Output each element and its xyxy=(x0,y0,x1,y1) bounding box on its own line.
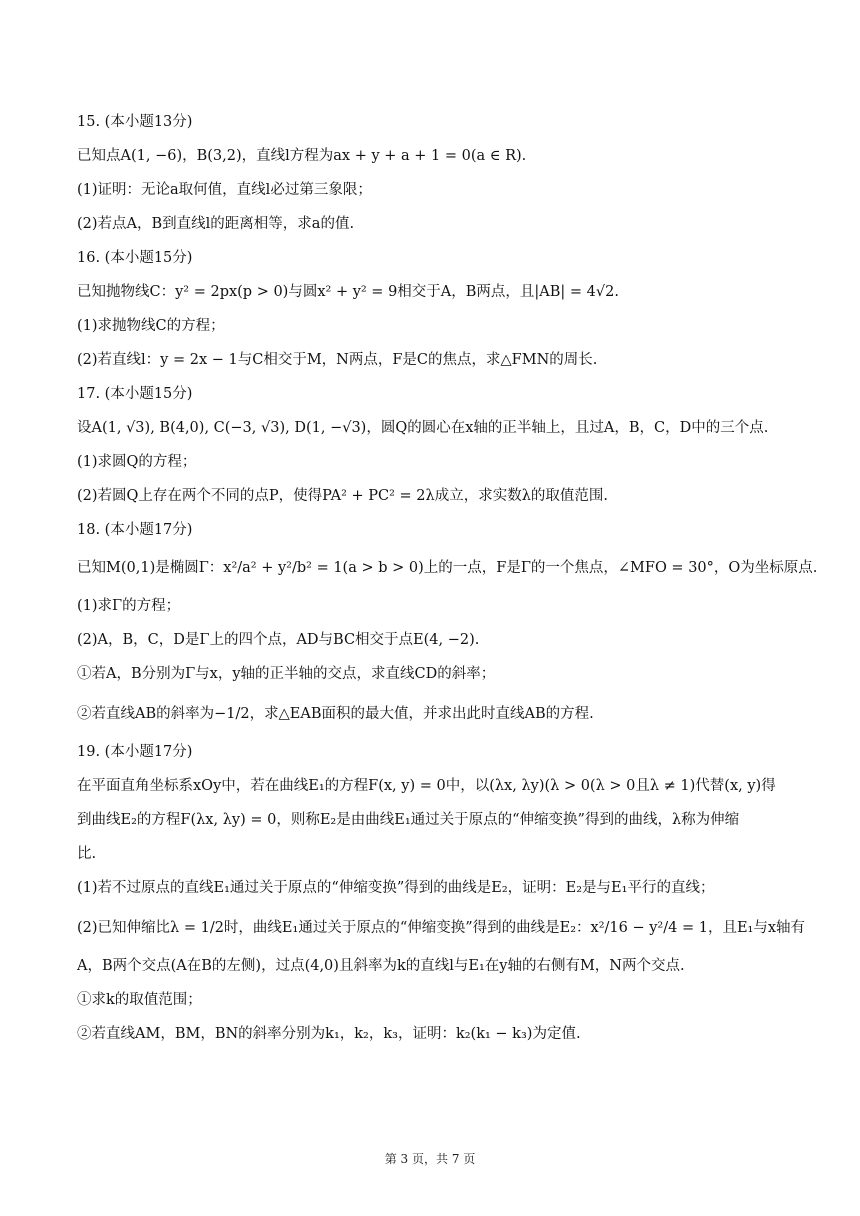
problem-16-header: 16. (本小题15分) xyxy=(77,250,193,266)
problem-16-part-2: (2)若直线l：y = 2x − 1与C相交于M，N两点，F是C的焦点，求△FMN的周长. xyxy=(77,352,598,368)
problem-19-stem-line-2: 到曲线E₂的方程F(λx, λy) = 0，则称E₂是由曲线E₁通过关于原点的“伸缩变换”得到的曲线，λ称为伸缩 xyxy=(77,812,740,828)
problem-18-part-2a: ①若A，B分别为Γ与x，y轴的正半轴的交点，求直线CD的斜率； xyxy=(77,666,496,682)
problem-16-part-1: (1)求抛物线C的方程； xyxy=(77,318,225,334)
problem-19-part-2-line-1: (2)已知伸缩比λ = 1/2时，曲线E₁通过关于原点的“伸缩变换”得到的曲线是E₂：x²/16 − y²/4 = 1，且E₁与x轴有 xyxy=(77,920,806,936)
problem-19-part-2a: ①求k的取值范围； xyxy=(77,992,202,1008)
problem-16-stem: 已知抛物线C：y² = 2px(p > 0)与圆x² + y² = 9相交于A，B两点，且|AB| = 4√2. xyxy=(77,284,619,300)
problem-15-stem: 已知点A(1, −6)，B(3,2)，直线l方程为ax + y + a + 1 = 0(a ∈ R). xyxy=(77,148,527,164)
page-footer: 第 3 页，共 7 页 xyxy=(384,1152,476,1166)
problem-18-stem: 已知M(0,1)是椭圆Γ：x²/a² + y²/b² = 1(a > b > 0)上的一点，F是Γ的一个焦点，∠MFO = 30°，O为坐标原点. xyxy=(77,560,818,576)
problem-18-part-1: (1)求Γ的方程； xyxy=(77,598,181,614)
problem-17-part-2: (2)若圆Q上存在两个不同的点P，使得PA² + PC² = 2λ成立，求实数λ的取值范围. xyxy=(77,488,609,504)
problem-17-stem: 设A(1, √3), B(4,0), C(−3, √3), D(1, −√3)，圆Q的圆心在x轴的正半轴上，且过A，B，C，D中的三个点. xyxy=(77,420,769,436)
problem-19-header: 19. (本小题17分) xyxy=(77,744,193,760)
problem-18-header: 18. (本小题17分) xyxy=(77,522,193,538)
problem-17-header: 17. (本小题15分) xyxy=(77,386,193,402)
problem-15-part-1: (1)证明：无论a取何值，直线l必过第三象限； xyxy=(77,182,372,198)
problem-18-part-2: (2)A，B，C，D是Γ上的四个点，AD与BC相交于点E(4, −2). xyxy=(77,632,480,648)
problem-19-part-2-line-2: A，B两个交点(A在B的左侧)，过点(4,0)且斜率为k的直线l与E₁在y轴的右侧有M，N两个交点. xyxy=(77,958,685,974)
problem-19-part-1: (1)若不过原点的直线E₁通过关于原点的“伸缩变换”得到的曲线是E₂，证明：E₂是与E₁平行的直线； xyxy=(77,880,715,896)
problem-19-stem-line-3: 比. xyxy=(77,846,97,862)
problem-19-stem-line-1: 在平面直角坐标系xOy中，若在曲线E₁的方程F(x, y) = 0中，以(λx, λy)(λ > 0(λ > 0且λ ≠ 1)代替(x, y)得 xyxy=(77,778,776,794)
problem-17-part-1: (1)求圆Q的方程； xyxy=(77,454,197,470)
problem-18-part-2b: ②若直线AB的斜率为−1/2，求△EAB面积的最大值，并求出此时直线AB的方程. xyxy=(77,706,594,722)
problem-15-part-2: (2)若点A，B到直线l的距离相等，求a的值. xyxy=(77,216,355,232)
problem-15-header: 15. (本小题13分) xyxy=(77,114,193,130)
problem-19-part-2b: ②若直线AM，BM，BN的斜率分别为k₁，k₂，k₃，证明：k₂(k₁ − k₃)为定值. xyxy=(77,1026,581,1042)
